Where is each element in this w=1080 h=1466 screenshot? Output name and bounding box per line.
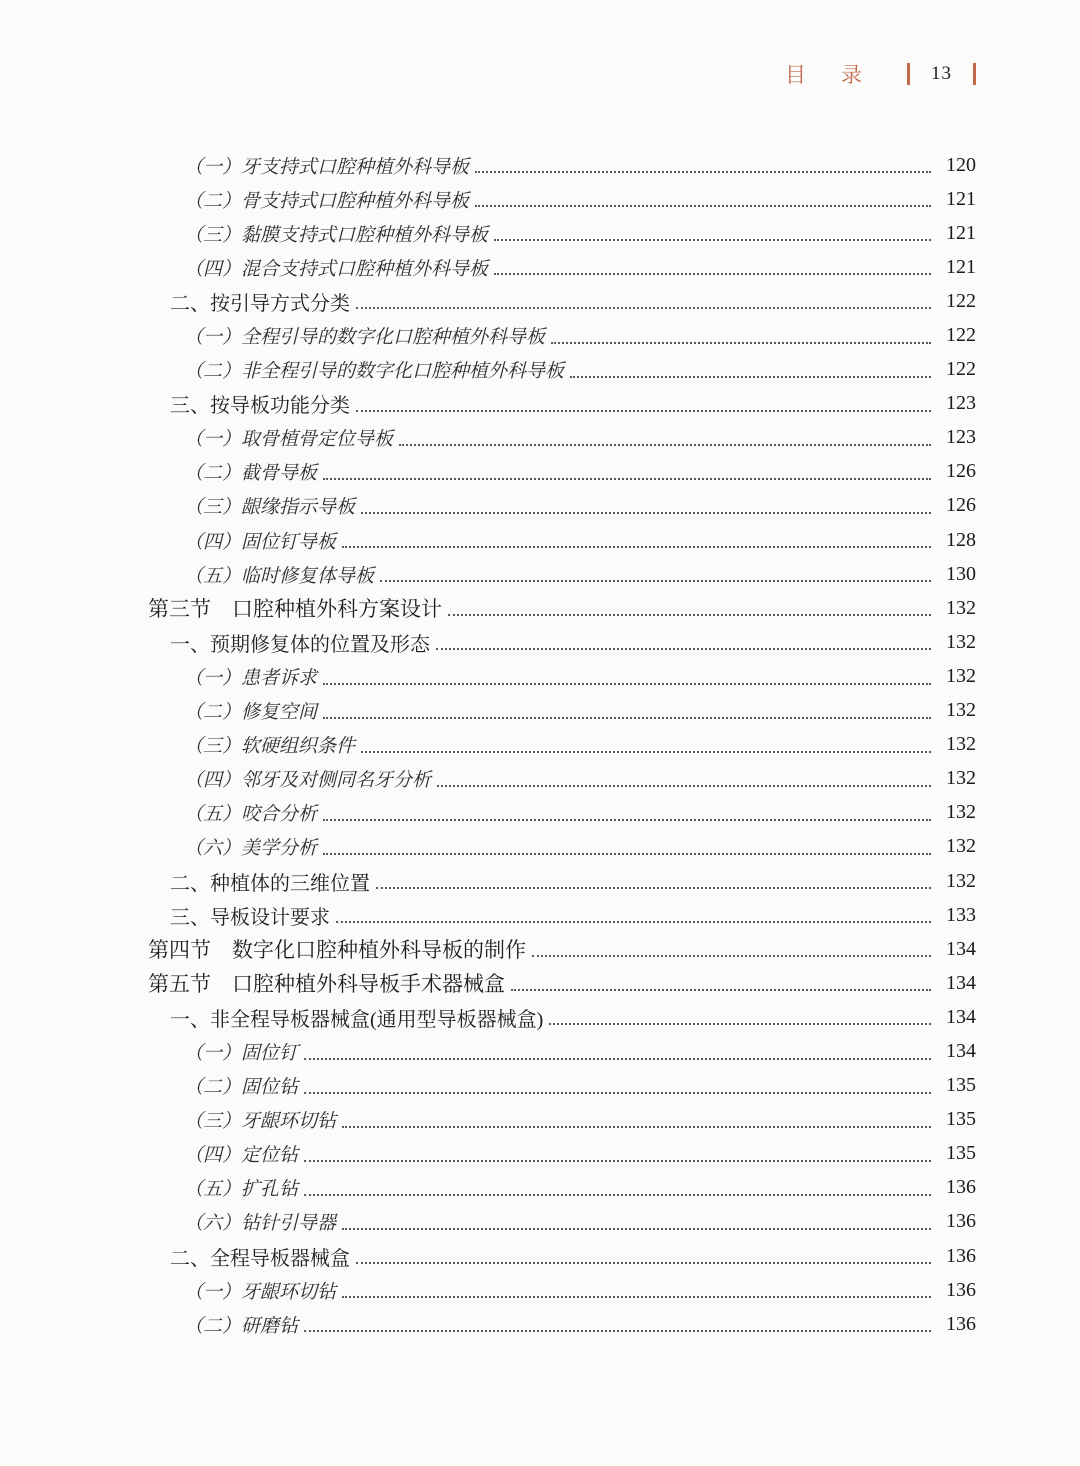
toc-entry-label: （一）固位钉 [184, 1042, 299, 1064]
toc-entry-label: （六）钻针引导器 [184, 1213, 337, 1235]
toc-entry[interactable] [148, 728, 976, 762]
toc-entry[interactable] [148, 557, 976, 591]
toc-entry[interactable] [148, 932, 976, 966]
toc-entry[interactable] [148, 898, 976, 932]
toc-entry-label: （二）截骨导板 [184, 463, 318, 485]
toc-entry-page: 132 [946, 596, 976, 619]
toc-entry[interactable] [148, 625, 976, 659]
toc-entry-page: 120 [946, 153, 976, 176]
dot-leader [350, 284, 934, 318]
toc-entry-label: 第五节 口腔种植外科导板手术器械盒 [148, 972, 505, 997]
toc-entry-page: 128 [946, 528, 976, 551]
toc-entry-page: 123 [946, 392, 976, 415]
toc-entry-page: 121 [946, 255, 976, 278]
toc-entry[interactable] [148, 284, 976, 318]
toc-entry-label: （一）牙支持式口腔种植外科导板 [184, 156, 470, 178]
toc-entry-label: （一）取骨植骨定位导板 [184, 429, 394, 451]
toc-entry-label: （一）全程引导的数字化口腔种植外科导板 [184, 327, 546, 349]
toc-entry-page: 136 [946, 1210, 976, 1233]
toc-entry-page: 121 [946, 221, 976, 244]
dot-leader [355, 489, 934, 523]
toc-entry-page: 130 [946, 562, 976, 585]
dot-leader [336, 523, 934, 557]
toc-entry-page: 132 [946, 835, 976, 858]
toc-entry-page: 135 [946, 1142, 976, 1165]
dot-leader [336, 1205, 934, 1239]
toc-entry-page: 132 [946, 699, 976, 722]
toc-entry-page: 122 [946, 324, 976, 347]
toc-entry-label: （六）美学分析 [184, 838, 318, 860]
page-header [785, 60, 976, 88]
toc-entry[interactable] [148, 387, 976, 421]
header-page-number: 13 [931, 63, 952, 84]
toc-entry-label: 一、非全程导板器械盒(通用型导板器械盒) [170, 1008, 544, 1031]
toc-entry-label: （四）固位钉导板 [184, 531, 337, 553]
dot-leader [298, 1137, 934, 1171]
dot-leader [298, 1171, 934, 1205]
toc-entry-label: （二）固位钻 [184, 1077, 299, 1099]
toc-entry-label: （五）临时修复体导板 [184, 565, 375, 587]
dot-leader [350, 387, 934, 421]
toc-list [148, 148, 976, 1341]
toc-entry-page: 132 [946, 733, 976, 756]
toc-entry[interactable] [148, 796, 976, 830]
dot-leader [370, 864, 934, 898]
toc-entry-page: 121 [946, 187, 976, 210]
toc-entry[interactable] [148, 318, 976, 352]
dot-leader [393, 421, 934, 455]
toc-entry-label: （三）黏膜支持式口腔种植外科导板 [184, 224, 489, 246]
toc-entry-page: 132 [946, 630, 976, 653]
toc-entry-page: 136 [946, 1176, 976, 1199]
toc-entry-page: 132 [946, 664, 976, 687]
toc-entry-page: 134 [946, 971, 976, 994]
toc-entry[interactable] [148, 421, 976, 455]
dot-leader [488, 216, 934, 250]
toc-entry[interactable] [148, 966, 976, 1000]
toc-entry[interactable] [148, 762, 976, 796]
toc-entry[interactable] [148, 1171, 976, 1205]
dot-leader [336, 1273, 934, 1307]
dot-leader [336, 1103, 934, 1137]
toc-entry-page: 122 [946, 289, 976, 312]
toc-entry-label: （五）扩孔钻 [184, 1179, 299, 1201]
toc-entry-label: （三）软硬组织条件 [184, 736, 356, 758]
header-divider-bar-left [907, 63, 910, 85]
toc-entry-label: （一）牙龈环切钻 [184, 1281, 337, 1303]
toc-entry-page: 136 [946, 1244, 976, 1267]
toc-entry[interactable] [148, 250, 976, 284]
toc-entry-label: （一）患者诉求 [184, 667, 318, 689]
toc-entry-label: 二、全程导板器械盒 [170, 1247, 350, 1270]
toc-entry-label: 一、预期修复体的位置及形态 [170, 633, 430, 656]
dot-leader [431, 762, 934, 796]
toc-entry[interactable] [148, 591, 976, 625]
dot-leader [526, 932, 934, 966]
toc-entry[interactable] [148, 1239, 976, 1273]
toc-entry-label: （四）邻牙及对侧同名牙分析 [184, 770, 432, 792]
dot-leader [564, 353, 934, 387]
toc-entry-label: （四）混合支持式口腔种植外科导板 [184, 258, 489, 280]
header-divider-bar-right [973, 63, 976, 85]
toc-entry[interactable] [148, 1273, 976, 1307]
toc-entry[interactable] [148, 455, 976, 489]
dot-leader [442, 591, 934, 625]
dot-leader [488, 250, 934, 284]
toc-entry[interactable] [148, 216, 976, 250]
toc-entry-page: 132 [946, 869, 976, 892]
toc-entry-label: 三、按导板功能分类 [170, 395, 350, 418]
dot-leader [298, 1069, 934, 1103]
dot-leader [543, 1000, 934, 1034]
toc-entry[interactable] [148, 1034, 976, 1068]
toc-entry-label: 二、按引导方式分类 [170, 292, 350, 315]
toc-entry-page: 135 [946, 1074, 976, 1097]
toc-entry-page: 136 [946, 1312, 976, 1335]
dot-leader [298, 1034, 934, 1068]
dot-leader [505, 966, 934, 1000]
toc-entry-page: 132 [946, 767, 976, 790]
toc-entry[interactable] [148, 148, 976, 182]
toc-entry[interactable] [148, 353, 976, 387]
toc-entry-label: （二）修复空间 [184, 702, 318, 724]
dot-leader [317, 830, 934, 864]
toc-entry-label: 第四节 数字化口腔种植外科导板的制作 [148, 938, 526, 963]
toc-entry[interactable] [148, 1000, 976, 1034]
toc-entry[interactable] [148, 1069, 976, 1103]
dot-leader [350, 1239, 934, 1273]
dot-leader [317, 796, 934, 830]
dot-leader [545, 318, 934, 352]
toc-entry-label: （二）非全程引导的数字化口腔种植外科导板 [184, 361, 565, 383]
toc-entry[interactable] [148, 1307, 976, 1341]
toc-entry-page: 126 [946, 494, 976, 517]
toc-entry-page: 126 [946, 460, 976, 483]
toc-entry-label: 二、种植体的三维位置 [170, 872, 370, 895]
toc-entry[interactable] [148, 830, 976, 864]
toc-entry-page: 123 [946, 426, 976, 449]
dot-leader [430, 625, 934, 659]
dot-leader [374, 557, 934, 591]
dot-leader [317, 694, 934, 728]
dot-leader [317, 659, 934, 693]
toc-entry-page: 133 [946, 903, 976, 926]
toc-entry-label: （三）龈缘指示导板 [184, 497, 356, 519]
toc-entry[interactable] [148, 864, 976, 898]
dot-leader [469, 148, 934, 182]
toc-entry-page: 132 [946, 801, 976, 824]
toc-entry-label: 第三节 口腔种植外科方案设计 [148, 597, 442, 622]
toc-entry[interactable] [148, 694, 976, 728]
toc-entry-label: 三、导板设计要求 [170, 906, 330, 929]
toc-entry[interactable] [148, 1137, 976, 1171]
dot-leader [317, 455, 934, 489]
toc-entry-label: （二）骨支持式口腔种植外科导板 [184, 190, 470, 212]
toc-entry[interactable] [148, 1205, 976, 1239]
dot-leader [355, 728, 934, 762]
toc-entry-page: 122 [946, 358, 976, 381]
dot-leader [330, 898, 934, 932]
toc-entry[interactable] [148, 523, 976, 557]
dot-leader [298, 1307, 934, 1341]
dot-leader [469, 182, 934, 216]
header-title: 目 录 [785, 63, 869, 87]
toc-entry-label: （二）研磨钻 [184, 1315, 299, 1337]
toc-entry-page: 136 [946, 1278, 976, 1301]
toc-entry[interactable] [148, 489, 976, 523]
toc-entry-page: 134 [946, 937, 976, 960]
toc-entry-label: （四）定位钻 [184, 1145, 299, 1167]
toc-entry-label: （五）咬合分析 [184, 804, 318, 826]
toc-entry-label: （三）牙龈环切钻 [184, 1111, 337, 1133]
toc-entry[interactable] [148, 182, 976, 216]
toc-entry[interactable] [148, 1103, 976, 1137]
toc-entry[interactable] [148, 659, 976, 693]
toc-entry-page: 135 [946, 1108, 976, 1131]
toc-entry-page: 134 [946, 1039, 976, 1062]
toc-entry-page: 134 [946, 1005, 976, 1028]
